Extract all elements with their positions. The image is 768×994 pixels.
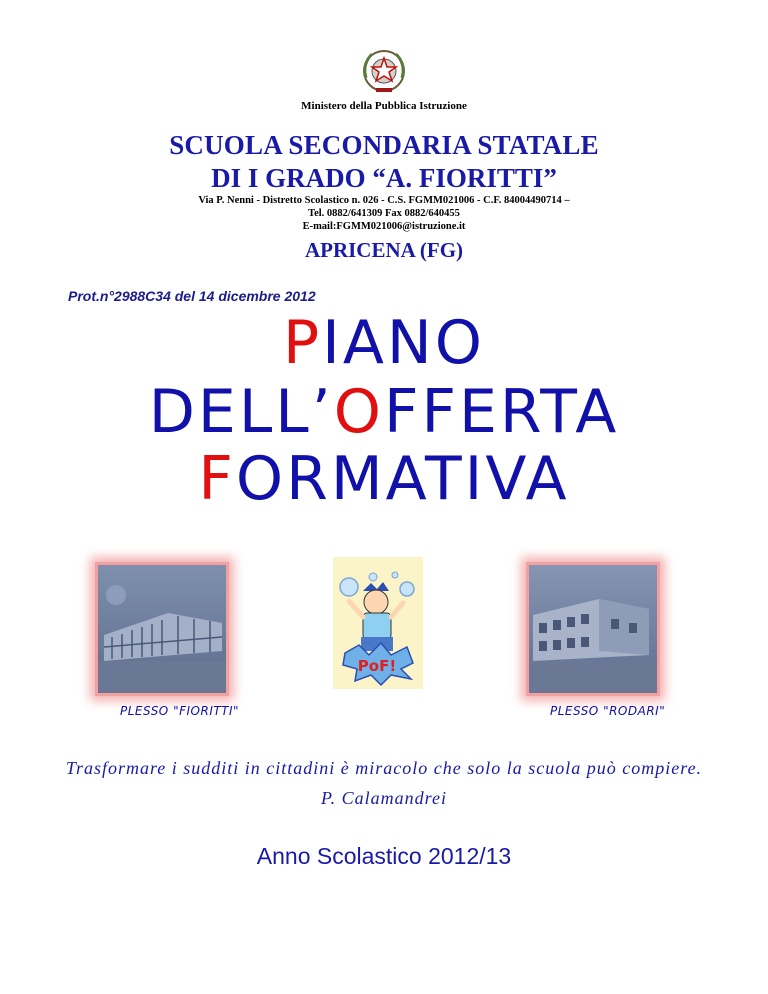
ministry-name: Ministero della Pubblica Istruzione (301, 100, 467, 112)
plesso-fioritti-caption: PLESSO "FIORITTI" (120, 704, 240, 718)
title-text: FFERTA (383, 377, 620, 447)
italian-republic-emblem (358, 44, 410, 96)
protocol-number: Prot.n°2988C34 del 14 dicembre 2012 (68, 288, 316, 304)
cartoon-boy-illustration (333, 557, 423, 689)
title-line1 (0, 308, 768, 378)
school-building-fioritti-photo (95, 562, 229, 696)
plesso-rodari-caption: PLESSO "RODARI" (550, 704, 666, 718)
school-name-line1: SCUOLA SECONDARIA STATALE (169, 130, 599, 160)
title-line2 (0, 377, 768, 447)
title-text: ORMATIVA (235, 444, 570, 514)
title-text: DELL’ (148, 377, 334, 447)
title-initial: O (333, 377, 384, 447)
quote-text: Trasformare i sudditi in cittadini è miracolo che solo la scuola può compiere. (65, 758, 703, 778)
title-text: IANO (322, 308, 486, 378)
school-building-rodari-photo (526, 562, 660, 696)
cartoon-pof-text: PoF! (357, 657, 397, 675)
phone-fax-line: Tel. 0882/641309 Fax 0882/640455 (308, 208, 460, 219)
school-name-line2: DI I GRADO “A. FIORITTI” (211, 163, 557, 193)
address-line: Via P. Nenni - Distretto Scolastico n. 026 - C.S. FGMM021006 - C.F. 84004490714 – (198, 195, 570, 206)
email-line: E-mail:FGMM021006@istruzione.it (302, 221, 466, 232)
title-line3 (0, 444, 768, 514)
title-initial: F (198, 444, 236, 514)
title-initial: P (282, 308, 323, 378)
quote-author: P. Calamandrei (320, 788, 447, 808)
school-year: Anno Scolastico 2012/13 (256, 843, 512, 869)
city-name: APRICENA (FG) (304, 238, 464, 262)
